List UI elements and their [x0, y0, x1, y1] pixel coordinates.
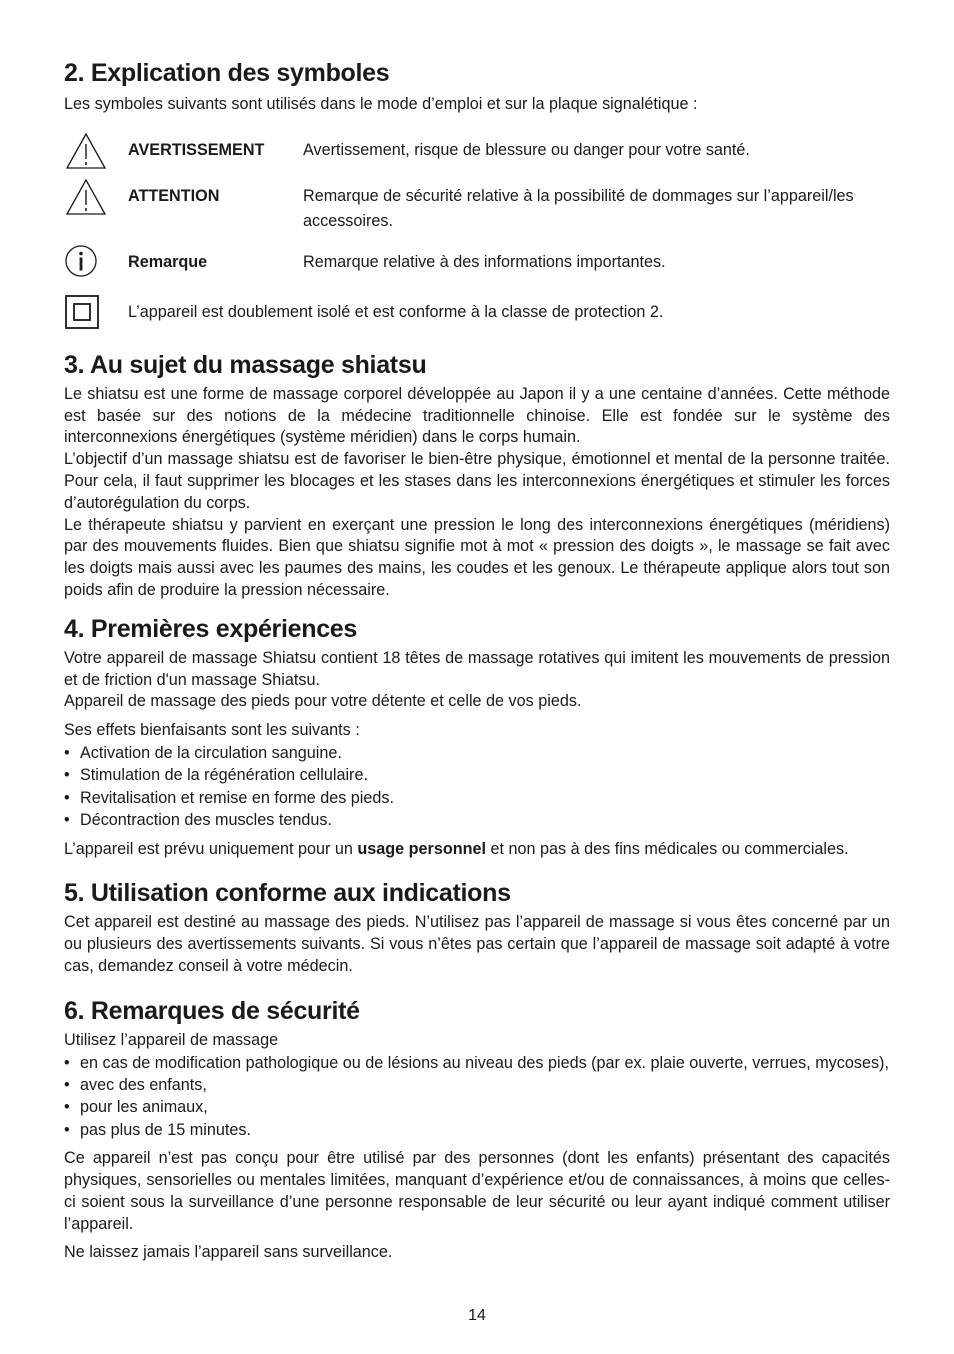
text-run: et non pas à des fins médicales ou commerciales.: [486, 839, 849, 858]
warning-triangle-icon: [64, 132, 110, 168]
list-item: • Revitalisation et remise en forme des pieds.: [64, 787, 890, 809]
section-5-title: 5. Utilisation conforme aux indications: [64, 879, 511, 908]
paragraph: Le shiatsu est une forme de massage corporel développée au Japon il y a une centaine d’années. Cette méthode est basée sur des notions de la médecine traditionnelle chinoise. Elle est fondée sur le système des interconnexions énergétiques (système méridien) dans le corps humain.: [64, 384, 890, 447]
symbol-desc: Remarque de sécurité relative à la possibilité de dommages sur l’appareil/les accessoires.: [303, 186, 854, 230]
paragraph: Cet appareil est destiné au massage des pieds. N’utilisez pas l’appareil de massage si vous êtes concerné par un ou plusieurs des avertissements suivants. Si vous n’êtes pas certain que l’appareil de massage soit adapté à votre cas, demandez conseil à votre médecin.: [64, 913, 890, 975]
section-2-intro: Les symboles suivants sont utilisés dans le mode d’emploi et sur la plaque signalétique :: [64, 95, 698, 113]
usage-personnel-emphasis: usage personnel: [357, 839, 487, 858]
info-circle-icon: [64, 244, 110, 280]
paragraph: Ce appareil n’est pas conçu pour être utilisé par des personnes (dont les enfants) présentant des capacités physiques, sensorielles ou mentales limitées, manquant d’expérience et/ou de connaissances, à moins que celles-ci soient sous la surveillance d’une personne responsable de leur sécurité ou leur ayant indiqué comment utiliser l’appareil.: [64, 1149, 890, 1233]
paragraph: Appareil de massage des pieds pour votre détente et celle de vos pieds.: [64, 692, 582, 711]
symbol-row-attention: [64, 178, 890, 244]
list-item: • avec des enfants,: [64, 1074, 890, 1096]
paragraph: Ses effets bienfaisants sont les suivants :: [64, 721, 360, 740]
paragraph: [64, 839, 890, 861]
paragraph: L’objectif d’un massage shiatsu est de favoriser le bien-être physique, émotionnel et mental de la personne traitée. Pour cela, il faut supprimer les blocages et les stases dans les interconnexions énergétiques et stimuler les forces d’autorégulation du corps.: [64, 450, 890, 512]
paragraph: Le thérapeute shiatsu y parvient en exerçant une pression le long des interconnexions énergétiques (méridiens) par des mouvements fluides. Bien que shiatsu signifie mot à mot « pression des doigts », le massage se fait avec les doigts mais aussi avec les paumes des mains, les coudes et les genoux. Le thérapeute applique alors tout son poids afin de produire la pression nécessaire.: [64, 515, 890, 599]
list-item: • pas plus de 15 minutes.: [64, 1119, 890, 1141]
document-page: [64, 56, 890, 1264]
paragraph: Votre appareil de massage Shiatsu contient 18 têtes de massage rotatives qui imitent les mouvements de pression et de friction d'un massage Shiatsu.: [64, 648, 890, 689]
list-item: • Activation de la circulation sanguine.: [64, 742, 890, 764]
list-item: • en cas de modification pathologique ou de lésions au niveau des pieds (par ex. plaie ouverte, verrues, mycoses),: [64, 1052, 890, 1074]
symbol-term: ATTENTION: [128, 186, 220, 205]
text-run: L’appareil est prévu uniquement pour un: [64, 839, 358, 858]
page-number: 14: [468, 1307, 486, 1324]
section-2-title: 2. Explication des symboles: [64, 59, 390, 87]
symbol-row-remarque: [64, 244, 890, 294]
symbol-desc: L’appareil est doublement isolé et est conforme à la classe de protection 2.: [128, 302, 664, 321]
symbol-term: AVERTISSEMENT: [128, 140, 265, 159]
paragraph: Utilisez l’appareil de massage: [64, 1030, 279, 1049]
symbol-term: Remarque: [128, 252, 208, 271]
section-4-title: 4. Premières expériences: [64, 614, 358, 643]
symbol-table: [64, 132, 890, 338]
symbol-desc: Remarque relative à des informations importantes.: [303, 252, 666, 271]
safety-list: [64, 1052, 890, 1142]
symbol-row-warning: [64, 132, 890, 178]
paragraph: Ne laissez jamais l’appareil sans surveillance.: [64, 1243, 393, 1262]
double-square-icon: [64, 294, 110, 330]
symbol-row-class2: [64, 294, 890, 338]
list-item: • Stimulation de la régénération cellulaire.: [64, 764, 890, 786]
benefits-list: [64, 742, 890, 832]
warning-triangle-icon: [64, 178, 110, 214]
section-3-title: 3. Au sujet du massage shiatsu: [64, 350, 427, 379]
section-6-title: 6. Remarques de sécurité: [64, 996, 360, 1025]
symbol-desc: Avertissement, risque de blessure ou danger pour votre santé.: [303, 140, 750, 159]
list-item: • pour les animaux,: [64, 1096, 890, 1118]
list-item: • Décontraction des muscles tendus.: [64, 809, 890, 831]
